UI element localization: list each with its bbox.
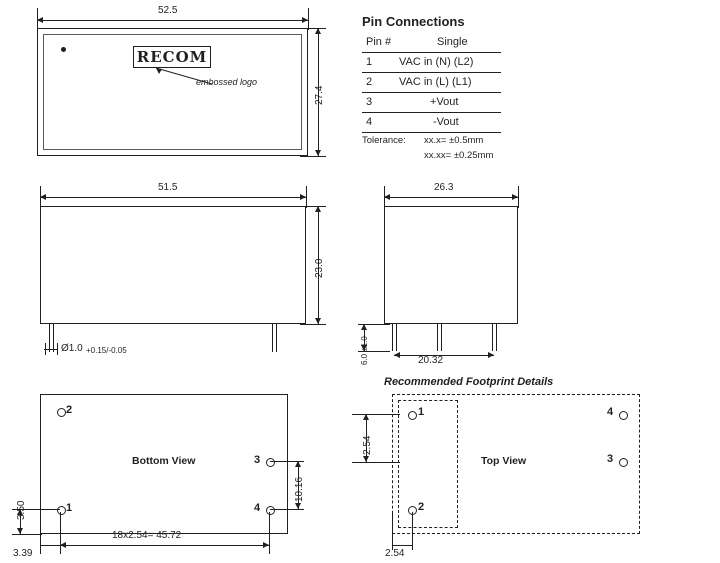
top-width-dim: 52.5 (158, 5, 178, 16)
pin-span-dim: 20.32 (418, 355, 444, 366)
bottom-pitch-arrow-left (60, 542, 66, 548)
top-height-dim: 27.4 (314, 85, 325, 105)
footprint-top-view-label: Top View (481, 455, 527, 467)
bottom-edge-ext-1 (40, 534, 41, 554)
top-dim-line (37, 20, 308, 21)
bottom-edge-dim-line (40, 545, 60, 546)
side-h-arrow-up (315, 206, 321, 212)
footprint-v-ext-bot (352, 462, 400, 463)
pin-row-2-num: 2 (366, 76, 373, 88)
pin-header-single: Single (437, 36, 468, 48)
bottom-edge-ext-3 (269, 512, 270, 554)
bottom-view-label: Bottom View (132, 455, 196, 467)
bottom-pin-1-label: 1 (66, 502, 73, 514)
pin-table-rule-4 (362, 132, 501, 133)
tolerance-line-1: xx.x= ±0.5mm (424, 135, 484, 146)
pin-row-3-fn: +Vout (430, 96, 459, 108)
embossed-logo-note: embossed logo (196, 77, 258, 87)
footprint-title: Recommended Footprint Details (384, 376, 554, 388)
side-dim-arrow-right (300, 194, 306, 200)
bottom-pin-3-label: 3 (254, 454, 261, 466)
bottom-right-arrow-down (295, 503, 301, 509)
pin-dia-ext-right (57, 343, 58, 355)
bottom-right-ext-bot (270, 509, 304, 510)
side-h-ext-top (300, 206, 326, 207)
footprint-v-arrow-up (363, 414, 369, 420)
pin-span-arrow-right (488, 352, 494, 358)
end-view-outline (384, 206, 518, 324)
pin-span-arrow-left (394, 352, 400, 358)
end-pin-2b (441, 324, 442, 351)
footprint-pin-1-label: 1 (418, 406, 425, 418)
top-dim-arrow-right (302, 17, 308, 23)
top-h-ext-top (300, 28, 326, 29)
side-h-ext-bot (300, 324, 326, 325)
side-dim-ext-right (306, 186, 307, 208)
footprint-pin-2-label: 2 (418, 501, 425, 513)
end-pin-3b (496, 324, 497, 351)
pin-dia-ext-left (45, 343, 46, 355)
side-pin-2-right (276, 324, 277, 352)
pin-row-2-fn: VAC in (L) (L1) (399, 76, 472, 88)
top-h-arrow-down (315, 150, 321, 156)
bottom-pin-4-hole (266, 506, 275, 515)
end-dim-arrow-right (512, 194, 518, 200)
pin-table-rule-header (362, 52, 501, 53)
footprint-horizontal-dim: 2.54 (385, 548, 405, 559)
top-h-ext-bot (300, 156, 326, 157)
bottom-pin-1-hole (57, 506, 66, 515)
side-pin-2-left (272, 324, 273, 352)
bottom-pitch-arrow-right (263, 542, 269, 548)
bottom-right-arrow-up (295, 461, 301, 467)
end-pin-1a (392, 324, 393, 351)
bottom-right-dim: 10.16 (294, 476, 305, 502)
footprint-pin-3-label: 3 (607, 453, 614, 465)
bottom-pitch-dim: 18x2.54= 45.72 (112, 530, 182, 541)
pin-row-3-num: 3 (366, 96, 373, 108)
pin-row-1-num: 1 (366, 56, 373, 68)
pin-connections-title: Pin Connections (362, 14, 465, 29)
pin-span-dim-line (394, 355, 494, 356)
pin-row-1-fn: VAC in (N) (L2) (399, 56, 474, 68)
side-pin-1-left (49, 324, 50, 352)
pin-length-arrow-up (361, 324, 367, 330)
footprint-h-dim-line (392, 545, 412, 546)
end-pin-1b (396, 324, 397, 351)
end-dim-ext-right (518, 186, 519, 208)
side-pin-1-right (53, 324, 54, 352)
side-width-dim: 51.5 (158, 182, 178, 193)
footprint-v-arrow-down (363, 456, 369, 462)
side-dim-arrow-left (40, 194, 46, 200)
side-h-arrow-down (315, 318, 321, 324)
pin-table-rule-1 (362, 72, 501, 73)
footprint-pin-3-hole (619, 458, 628, 467)
top-dim-arrow-left (37, 17, 43, 23)
side-dim-line (40, 197, 306, 198)
bottom-pin-2-label: 2 (66, 404, 73, 416)
bottom-pin-3-hole (266, 458, 275, 467)
side-view-outline (40, 206, 306, 324)
end-width-dim: 26.3 (434, 182, 454, 193)
bottom-pitch-dim-line (60, 545, 269, 546)
pin-diameter-dim: Ø1.0 (61, 343, 83, 354)
footprint-vertical-dim: 2.54 (362, 435, 373, 455)
tolerance-label: Tolerance: (362, 135, 406, 146)
top-h-arrow-up (315, 28, 321, 34)
pin-row-4-fn: -Vout (433, 116, 459, 128)
footprint-pin-4-hole (619, 411, 628, 420)
top-dim-ext-right (308, 8, 309, 30)
footprint-pin-4-label: 4 (607, 406, 614, 418)
top-view-pin1-marker (61, 47, 66, 52)
recom-logo: RECOM (133, 46, 211, 68)
end-pin-2a (437, 324, 438, 351)
pin-dia-dim-line (44, 349, 58, 350)
pin-table-rule-2 (362, 92, 501, 93)
pin-table-rule-3 (362, 112, 501, 113)
bottom-pin-4-label: 4 (254, 502, 261, 514)
bottom-edge-dim: 3.39 (13, 548, 33, 559)
bottom-left-ext-bot (12, 534, 42, 535)
footprint-h-ext-right (412, 512, 413, 550)
side-height-dim: 23.0 (314, 258, 325, 278)
footprint-inner-region (398, 400, 458, 528)
bottom-left-arrow-down (17, 528, 23, 534)
bottom-pin-2-hole (57, 408, 66, 417)
bottom-left-dim: 3.50 (16, 500, 27, 520)
pin-diameter-tolerance: +0.15/-0.05 (86, 346, 127, 355)
tolerance-line-2: xx.xx= ±0.25mm (424, 150, 494, 161)
end-pin-3a (492, 324, 493, 351)
pin-header-num: Pin # (366, 36, 392, 48)
pin-row-4-num: 4 (366, 116, 373, 128)
footprint-v-ext-top (352, 414, 400, 415)
end-dim-line (384, 197, 518, 198)
end-dim-arrow-left (384, 194, 390, 200)
pin-length-dim: 6.0 ±1.0 (360, 336, 369, 365)
footprint-pin-1-hole (408, 411, 417, 420)
